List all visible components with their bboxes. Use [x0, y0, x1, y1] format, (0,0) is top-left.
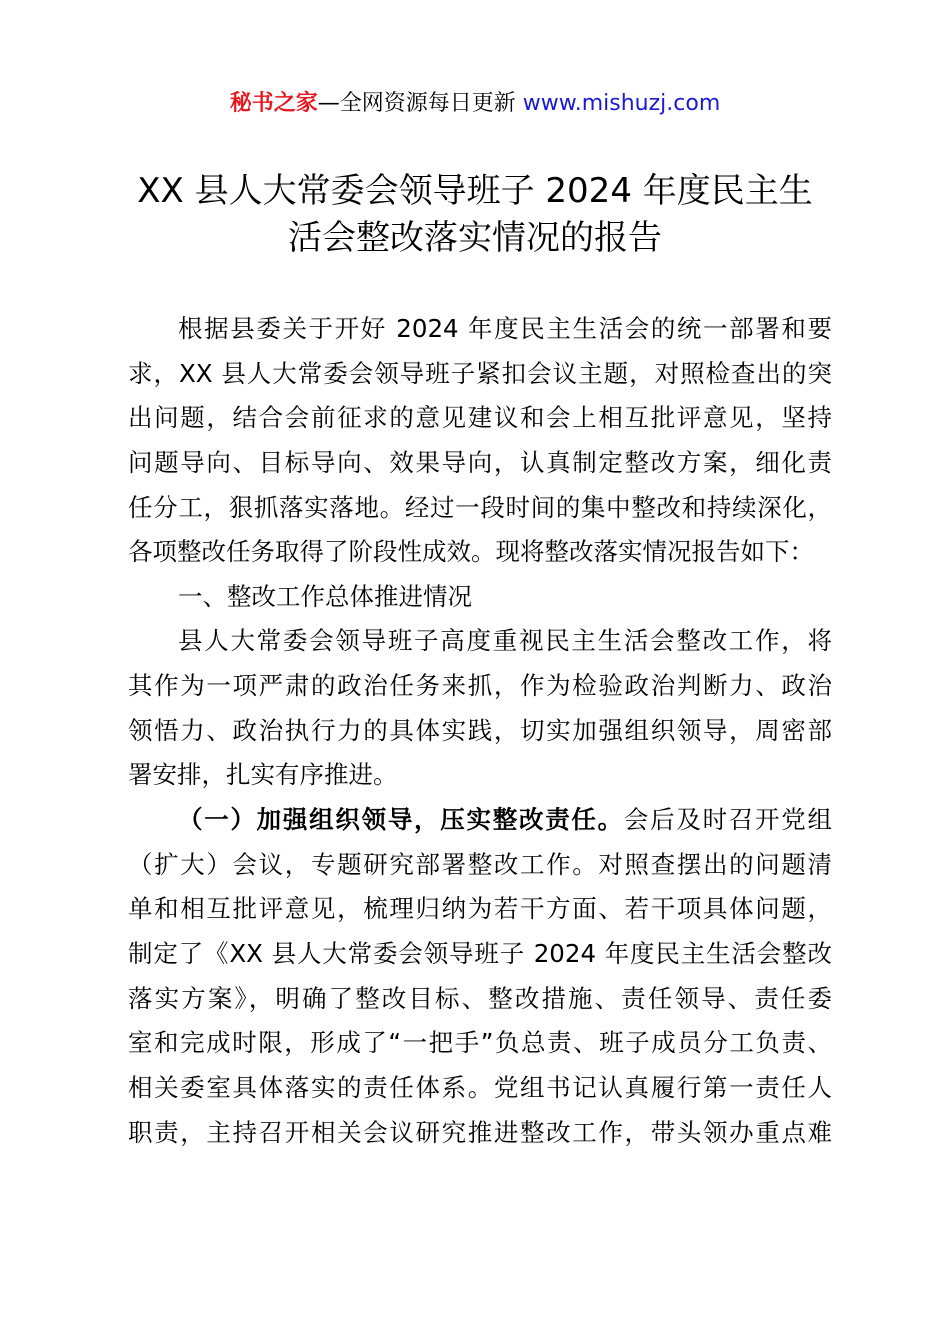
watermark-header — [0, 88, 950, 120]
text-span: 会后及时召开党组 — [623, 805, 833, 835]
subsection-lead: （一）加强组织领导，压实整改责任。 — [178, 805, 624, 835]
title-line: XX 县人大常委会领导班子 2024 年度民主生 — [137, 171, 813, 211]
text-line: 单和相互批评意见，梳理归纳为若干方面、若干项具体问题， — [128, 894, 832, 924]
text-line: 署安排，扎实有序推进。 — [128, 760, 398, 790]
text-line: （扩大）会议，专题研究部署整改工作。对照查摆出的问题清 — [128, 849, 832, 879]
text-line: 其作为一项严肃的政治任务来抓，作为检验政治判断力、政治 — [128, 671, 832, 701]
document-title — [100, 168, 850, 262]
text-line: 出问题，结合会前征求的意见建议和会上相互批评意见，坚持 — [128, 403, 832, 433]
brand-name: 秘书之家 — [229, 91, 318, 116]
document-body — [128, 307, 832, 1155]
header-tagline: —全网资源每日更新 — [317, 91, 523, 116]
paragraph-subsection-1 — [128, 798, 832, 1155]
section-heading: 一、整改工作总体推进情况 — [178, 581, 472, 611]
text-line: 各项整改任务取得了阶段性成效。现将整改落实情况报告如下： — [128, 537, 814, 567]
text-line: 领悟力、政治执行力的具体实践，切实加强组织领导，周密部 — [128, 715, 832, 745]
text-line: 根据县委关于开好 2024 年度民主生活会的统一部署和要 — [178, 314, 832, 343]
text-line: 任分工，狠抓落实落地。经过一段时间的集中整改和持续深化， — [128, 492, 832, 522]
text-line: 落实方案》，明确了整改目标、整改措施、责任领导、责任委 — [128, 983, 832, 1013]
text-line: 室和完成时限，形成了“一把手”负总责、班子成员分工负责、 — [128, 1028, 832, 1058]
paragraph-overview — [128, 619, 832, 798]
text-line: 问题导向、目标导向、效果导向，认真制定整改方案，细化责 — [128, 447, 832, 477]
site-url[interactable]: www.mishuzj.com — [522, 91, 721, 116]
text-line: 制定了《XX 县人大常委会领导班子 2024 年度民主生活会整改 — [128, 938, 832, 968]
title-line: 活会整改落实情况的报告 — [288, 218, 662, 258]
text-line: 相关委室具体落实的责任体系。党组书记认真履行第一责任人 — [128, 1072, 832, 1102]
text-line: 求，XX 县人大常委会领导班子紧扣会议主题，对照检查出的突 — [128, 358, 832, 388]
text-line: 职责，主持召开相关会议研究推进整改工作，带头领办重点难 — [128, 1117, 832, 1147]
paragraph-intro — [128, 307, 832, 575]
text-line — [128, 798, 832, 843]
text-line: 县人大常委会领导班子高度重视民主生活会整改工作，将 — [178, 626, 832, 656]
